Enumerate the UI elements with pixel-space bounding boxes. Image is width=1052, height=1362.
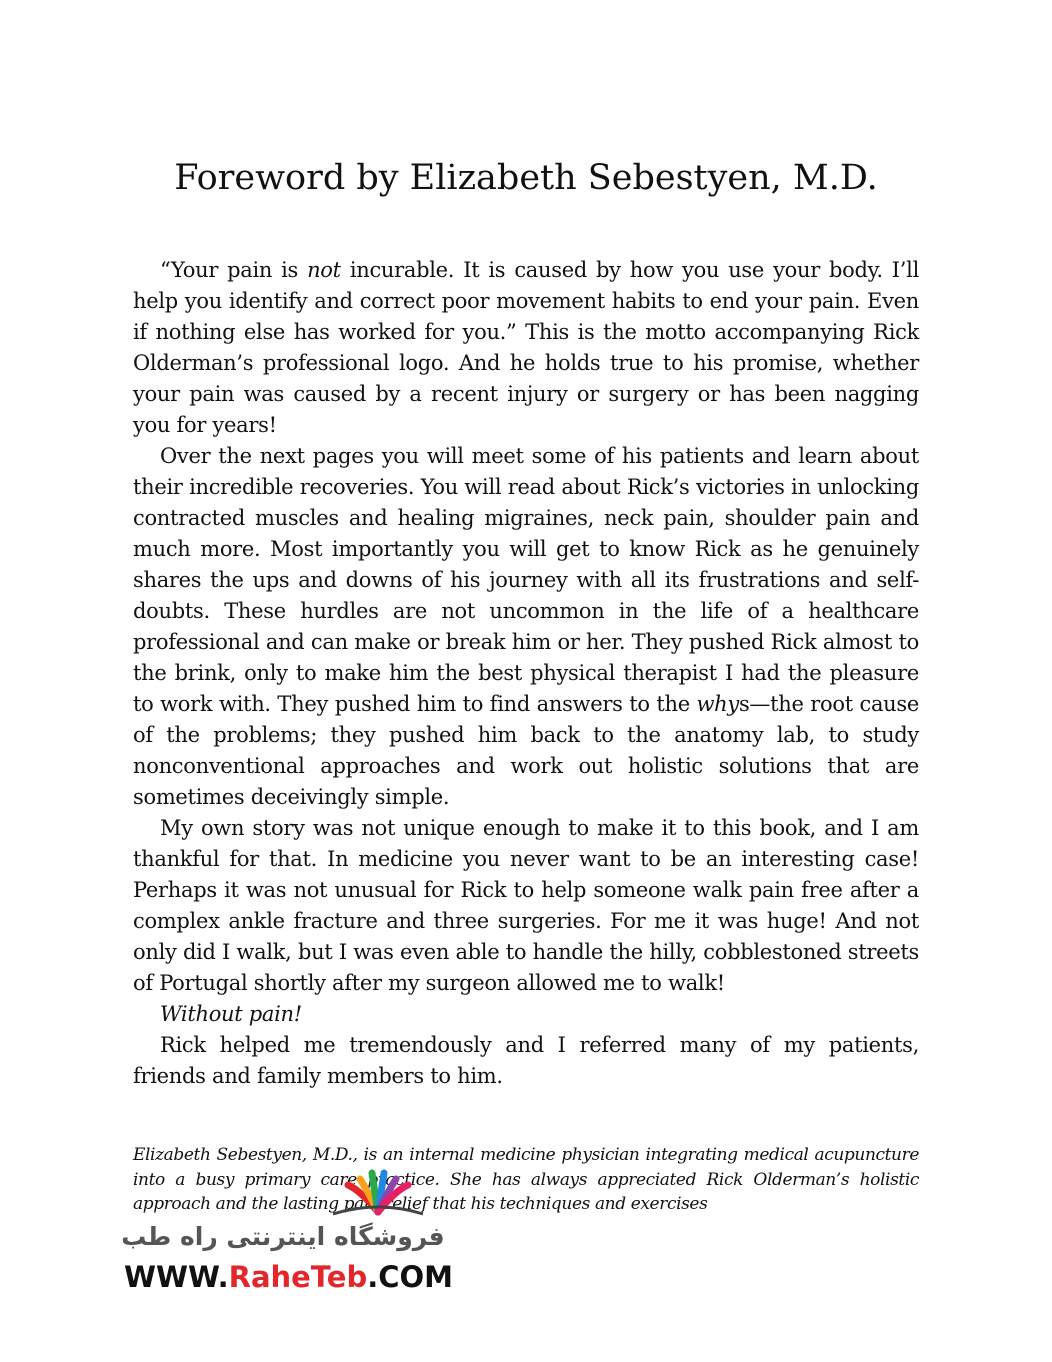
watermark-url: WWW.RaheTeb.COM	[124, 1260, 454, 1294]
emphasis-why: why	[696, 692, 739, 716]
emphasis-not: not	[307, 258, 341, 282]
page-title: Foreword by Elizabeth Sebestyen, M.D.	[174, 158, 878, 198]
author-bio: Elizabeth Sebestyen, M.D., is an internal medicine physician integrating medical acupuncture into a busy primary care practice. She has always appreciated Rick Olderman’s holistic approach and the lasting pain relief that his techniques and exercises	[133, 1145, 919, 1214]
paragraph-1: “Your pain is not incurable. It is caused by how you use your body. I’ll help you identify and correct poor movement habits to end your pain. Even if nothing else has worked for you.” This is the motto accompanying Rick Olderman’s professional logo. And he holds true to his promise, whether your pain was caused by a recent injury or surgery or has been nagging you for years!	[133, 258, 919, 437]
paragraph-3: My own story was not unique enough to make it to this book, and I am thankful for that. In medicine you never want to be an interesting case! Perhaps it was not unusual for Rick to help someone walk pain free after a complex ankle fracture and three surgeries. For me it was huge! And not only did I walk, but I was even able to handle the hilly, cobblestoned streets of Portugal shortly after my surgeon allowed me to walk!	[133, 816, 919, 995]
paragraph-5: Rick helped me tremendously and I referred many of my patients, friends and family members to him.	[133, 1033, 919, 1088]
paragraph-4: Without pain!	[160, 1002, 302, 1026]
paragraph-2: Over the next pages you will meet some of his patients and learn about their incredible recoveries. You will read about Rick’s victories in unlocking contracted muscles and healing migraines, neck pain, shoulder pain and much more. Most importantly you will get to know Rick as he genuinely shares the ups and downs of his journey with all its frustrations and self-doubts. These hurdles are not uncommon in the life of a healthcare professional and can make or break him or her. They pushed Rick almost to the brink, only to make him the best physical therapist I had the pleasure to work with. They pushed him to find answers to the whys—the root cause of the problems; they pushed him back to the anatomy lab, to study nonconventional approaches and work out holistic solutions that are sometimes deceivingly simple.	[133, 444, 919, 809]
watermark	[118, 1162, 458, 1302]
foreword-body	[133, 255, 919, 1092]
watermark-persian-text: فروشگاه اینترنتی راه طب	[121, 1222, 445, 1251]
book-logo-icon	[323, 1162, 433, 1222]
